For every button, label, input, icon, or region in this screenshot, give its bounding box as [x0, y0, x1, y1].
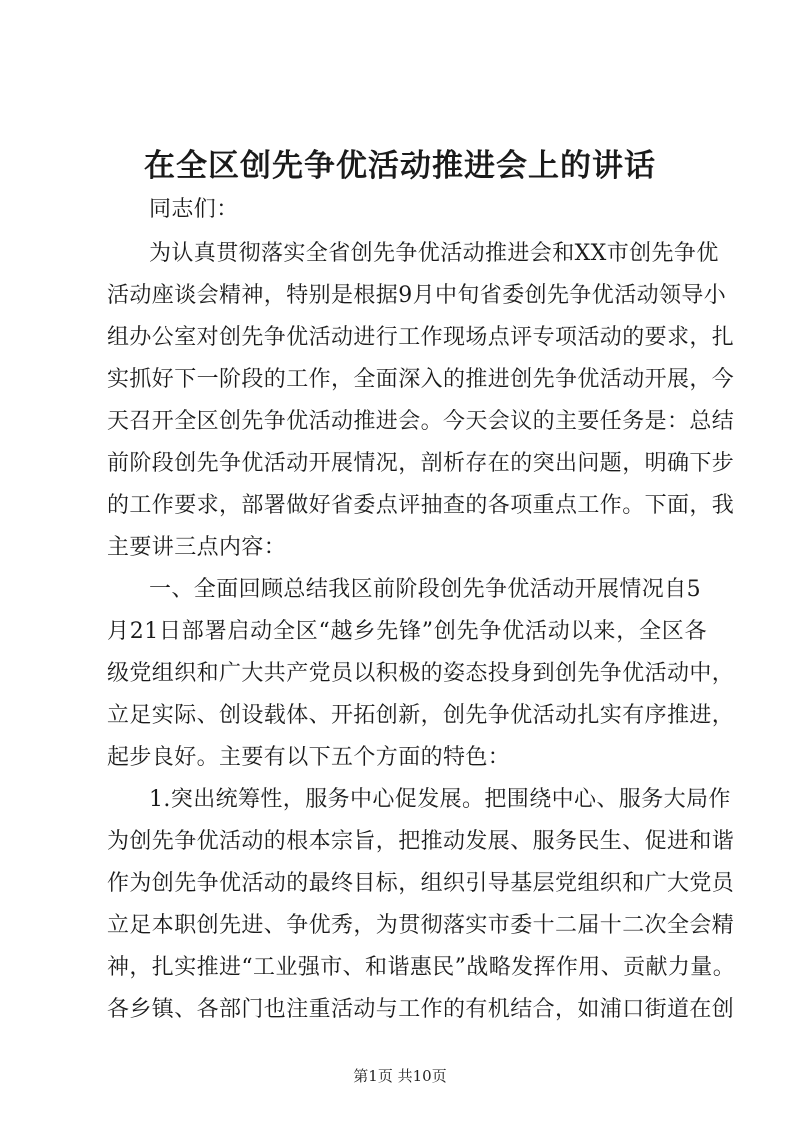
paragraph-line: 组办公室对创先争优活动进行工作现场点评专项活动的要求，扎	[107, 325, 735, 350]
paragraph-line: 实抓好下一阶段的工作，全面深入的推进创先争优活动开展，今	[107, 367, 735, 392]
paragraph-line: 各乡镇、各部门也注重活动与工作的有机结合，如浦口街道在创	[107, 997, 735, 1022]
paragraph-line: 活动座谈会精神，特别是根据9月中旬省委创先争优活动领导小	[107, 283, 727, 308]
document-title: 在全区创先争优活动推进会上的讲话	[144, 148, 656, 184]
paragraph-line: 起步良好。主要有以下五个方面的特色：	[107, 745, 511, 770]
paragraph-line: 作为创先争优活动的最终目标，组织引导基层党组织和广大党员	[107, 871, 735, 896]
paragraph-line: 月21日部署启动全区“越乡先锋”创先争优活动以来，全区各	[107, 619, 707, 644]
paragraph-line: 级党组织和广大共产党员以积极的姿态投身到创先争优活动中，	[107, 661, 735, 686]
paragraph-line: 1.突出统筹性，服务中心促发展。把围绕中心、服务大局作	[149, 787, 731, 812]
paragraph-line: 立足实际、创设载体、开拓创新，创先争优活动扎实有序推进，	[107, 703, 735, 728]
paragraph-line: 主要讲三点内容：	[107, 535, 287, 560]
paragraph-line: 立足本职创先进、争优秀，为贯彻落实市委十二届十二次全会精	[107, 913, 735, 938]
section-heading-line: 一、全面回顾总结我区前阶段创先争优活动开展情况自5	[149, 577, 701, 602]
paragraph-line: 天召开全区创先争优活动推进会。今天会议的主要任务是：总结	[107, 409, 735, 434]
page-footer: 第1页 共10页	[353, 1067, 447, 1085]
paragraph-line: 神，扎实推进“工业强市、和谐惠民”战略发挥作用、贡献力量。	[107, 955, 736, 980]
paragraph-line: 前阶段创先争优活动开展情况，剖析存在的突出问题，明确下步	[107, 451, 735, 476]
greeting: 同志们：	[149, 197, 239, 222]
paragraph-line: 为认真贯彻落实全省创先争优活动推进会和XX市创先争优	[149, 241, 719, 266]
paragraph-line: 的工作要求，部署做好省委点评抽查的各项重点工作。下面，我	[107, 493, 735, 518]
paragraph-line: 为创先争优活动的根本宗旨，把推动发展、服务民生、促进和谐	[107, 829, 735, 854]
